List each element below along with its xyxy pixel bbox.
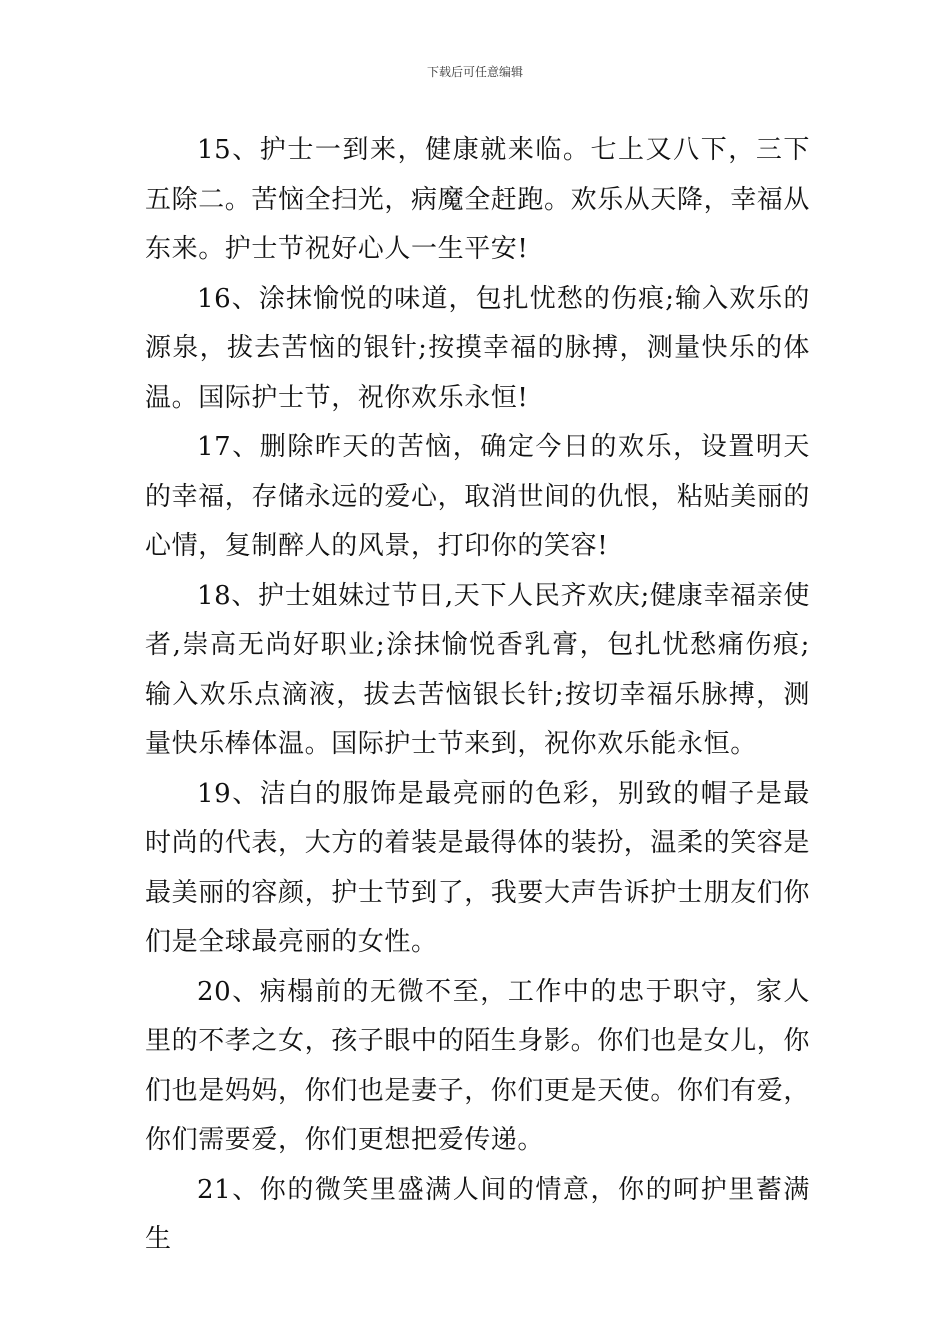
page-header: 下载后可任意编辑 <box>426 65 523 79</box>
paragraph-20: 20、病榻前的无微不至，工作中的忠于职守，家人里的不孝之女，孩子眼中的陌生身影。你们也是女儿，你们也是妈妈，你们也是妻子，你们更是天使。你们有爱，你们需要爱，你们更想把爱传递。 <box>145 976 811 1155</box>
paragraph-17: 17、删除昨天的苦恼，确定今日的欢乐，设置明天的幸福，存储永远的爱心，取消世间的仇恨，粘贴美丽的心情，复制醉人的风景，打印你的笑容! <box>145 432 811 561</box>
paragraph-16: 16、涂抹愉悦的味道，包扎忧愁的伤痕;输入欢乐的源泉，拔去苦恼的银针;按摸幸福的脉搏，测量快乐的体温。国际护士节，祝你欢乐永恒! <box>145 283 810 413</box>
paragraph-21: 21、你的微笑里盛满人间的情意，你的呵护里蓄满生 <box>145 1174 810 1254</box>
paragraph-19: 19、洁白的服饰是最亮丽的色彩，别致的帽子是最时尚的代表，大方的着装是最得体的装扮，温柔的笑容是最美丽的容颜，护士节到了，我要大声告诉护士朋友们你们是全球最亮丽的女性。 <box>145 778 811 957</box>
paragraph-15: 15、护士一到来，健康就来临。七上又八下，三下五除二。苦恼全扫光，病魔全赶跑。欢乐从天降，幸福从东来。护士节祝好心人一生平安! <box>145 135 811 264</box>
document-body <box>145 126 810 1265</box>
paragraph-18: 18、护士姐妹过节日,天下人民齐欢庆;健康幸福亲使者,崇高无尚好职业;涂抹愉悦香乳膏，包扎忧愁痛伤痕;输入欢乐点滴液，拔去苦恼银长针;按切幸福乐脉搏，测量快乐棒体温。国际护士节来到，祝你欢乐能永恒。 <box>145 580 810 759</box>
